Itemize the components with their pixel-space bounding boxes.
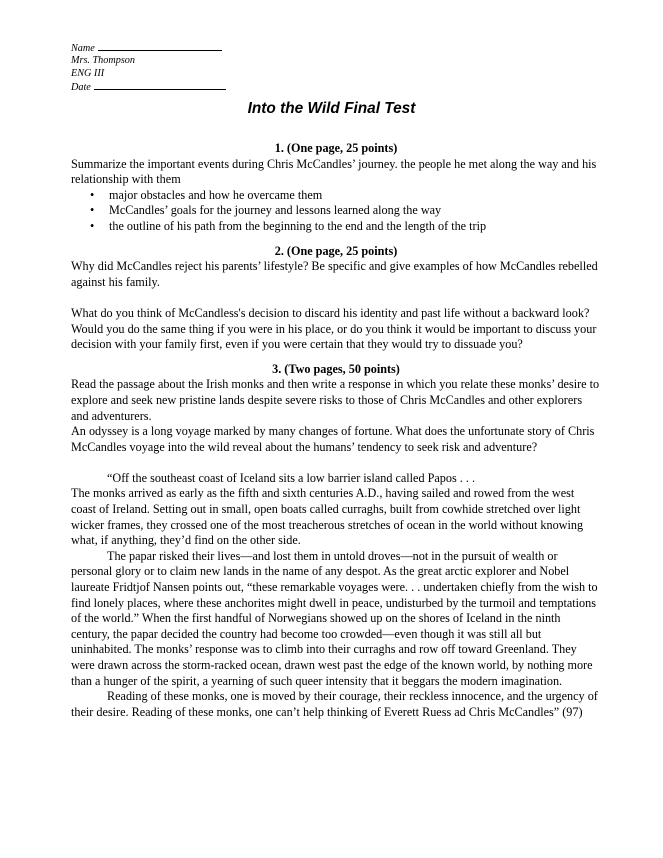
section-2-heading: 2. (One page, 25 points) [274, 243, 398, 258]
section-1-heading: 1. (One page, 25 points) [274, 141, 398, 155]
course-line: ENG III [71, 67, 105, 79]
section-2-question-1: Why did McCandles reject his parents’ lifestyle? Be specific and give examples of how McCandles rebelled against his family. [71, 259, 598, 289]
quote-paragraph-1: The monks arrived as early as the fifth and sixth centuries A.D., having sailed and rowed from the west coast of Ireland. Setting out in small, open boats called curraghs, built from cowhide stretched over light wicker frames, they crossed one of the most treacherous stretches of ocean in the world without knowing what, if anything, they’d find on the other side. [71, 486, 584, 548]
section-3-prompt-1: Read the passage about the Irish monks and then write a response in which you relate these monks’ desire to explore and seek new pristine lands despite severe risks to those of Chris McCandles and other explorers and adventurers. [71, 377, 600, 423]
section-1-bullets [71, 188, 601, 235]
date-label: Date [71, 82, 91, 94]
test-body [71, 141, 601, 720]
date-line [71, 80, 226, 94]
quote-paragraph-2: The papar risked their lives—and lost them in untold droves—not in the pursuit of wealth or personal glory or to claim new lands in the name of any despot. As the great arctic explorer and Nobel laureate Fridtjof Nansen points out, “these remarkable voyages were. . . undertaken chiefly from the wish to find lonely places, where these anchorites might dwell in peace, undisturbed by the turmoil and temptations of the world.” When the first handful of Norwegians showed up on the shores of Iceland in the ninth century, the papar decided the country had become too crowded—even though it was still all but uninhabited. The monks’ response was to climb into their curraghs and row off toward Greenland. They were drawn across the storm-racked ocean, drawn west past the edge of the known world, by nothing more than a hunger of the spirit, a yearning of such queer intensity that it beggars the modern imagination. [71, 548, 598, 688]
section-2-question-2: What do you think of McCandless's decision to discard his identity and past life without a backward look? Would you do the same thing if you were in his place, or do you think it would be important to discuss your decision with your family first, even if you were certain that they would try to dissuade you? [71, 305, 597, 352]
section-3-heading: 3. (Two pages, 50 points) [272, 361, 400, 376]
quote-opening: “Off the southeast coast of Iceland sits a low barrier island called Papos . . . [107, 470, 475, 485]
name-blank[interactable] [98, 41, 222, 51]
bullet-item: • major obstacles and how he overcame them [71, 188, 601, 204]
section-3-prompt-2: An odyssey is a long voyage marked by many changes of fortune. What does the unfortunate story of Chris McCandles voyage into the wild reveal about the humans’ tendency to seek risk and adventure? [71, 424, 595, 454]
bullet-item: • the outline of his path from the beginning to the end and the length of the trip [71, 219, 601, 235]
name-line [71, 41, 226, 55]
student-header [71, 41, 226, 95]
name-label: Name [71, 43, 95, 54]
teacher-line: Mrs. Thompson [71, 55, 135, 67]
date-blank[interactable] [94, 80, 226, 90]
bullet-item: • McCandles’ goals for the journey and lessons learned along the way [71, 203, 601, 219]
section-1-intro: Summarize the important events during Chris McCandles’ journey. the people he met along the way and his relationship with them [71, 156, 597, 187]
page-title: Into the Wild Final Test [247, 100, 416, 117]
quote-paragraph-3: Reading of these monks, one is moved by their courage, their reckless innocence, and the urgency of their desire. Reading of these monks, one can’t help thinking of Everett Ruess ad Chris McCandles” (97) [71, 689, 598, 719]
